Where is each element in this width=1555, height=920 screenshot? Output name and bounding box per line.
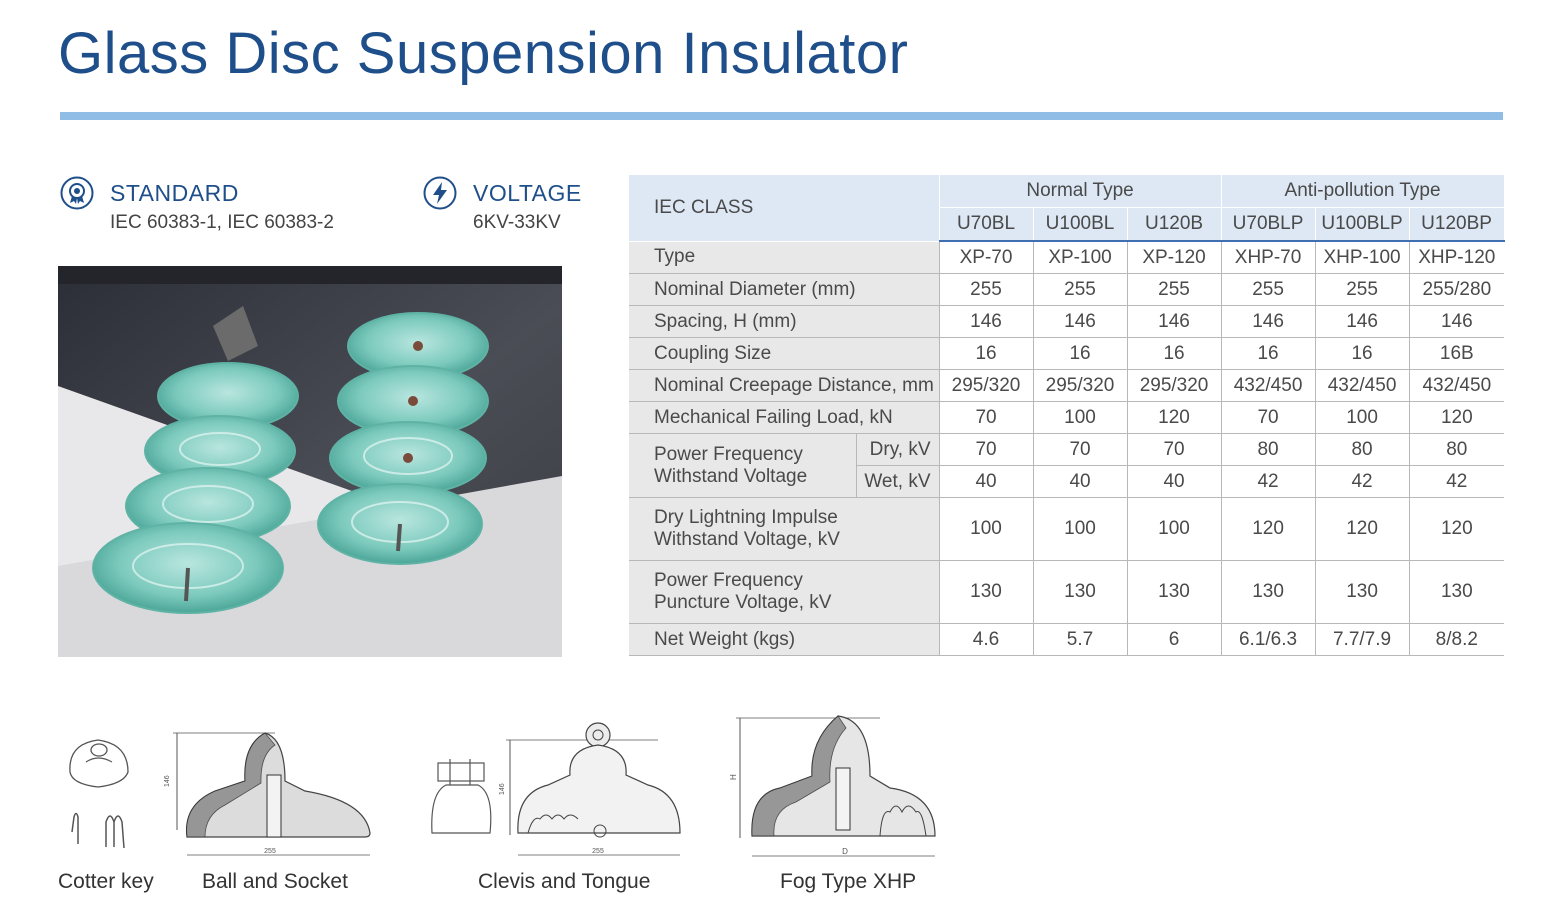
table-cell: 80	[1221, 434, 1315, 466]
voltage-label: VOLTAGE	[473, 180, 582, 206]
table-cell: 295/320	[939, 370, 1033, 402]
table-cell: 80	[1409, 434, 1504, 466]
row-label: Mechanical Failing Load, kN	[629, 402, 939, 434]
row-label: Power Frequency Puncture Voltage, kV	[629, 561, 939, 624]
table-row	[629, 498, 1504, 561]
table-cell: XHP-120	[1409, 241, 1504, 274]
table-cell: 40	[1127, 466, 1221, 498]
row-label: Spacing, H (mm)	[629, 306, 939, 338]
dimension-label: D	[842, 847, 848, 856]
table-cell: 100	[1315, 402, 1409, 434]
table-cell: XP-70	[939, 241, 1033, 274]
table-cell: 7.7/7.9	[1315, 624, 1409, 656]
group-normal-type: Normal Type	[939, 175, 1221, 208]
award-badge-icon	[60, 176, 94, 210]
standard-label: STANDARD	[110, 180, 239, 206]
sub-row-label: Dry, kV	[856, 434, 939, 466]
class-header: U120BP	[1409, 208, 1504, 242]
dimension-label: 255	[592, 848, 604, 855]
caption-clevis-and-tongue: Clevis and Tongue	[478, 870, 651, 893]
table-cell: 70	[939, 402, 1033, 434]
caption-cotter-key: Cotter key	[58, 870, 154, 893]
table-cell: 432/450	[1315, 370, 1409, 402]
table-cell: 130	[939, 561, 1033, 624]
table-cell: 255	[1127, 274, 1221, 306]
title-divider	[60, 112, 1503, 120]
dimension-label: 255	[264, 848, 276, 855]
table-cell: 42	[1315, 466, 1409, 498]
class-header: U70BLP	[1221, 208, 1315, 242]
row-label: Type	[629, 241, 939, 274]
table-cell: 295/320	[1127, 370, 1221, 402]
table-cell: 80	[1315, 434, 1409, 466]
table-cell: 100	[1033, 498, 1127, 561]
table-cell: 16B	[1409, 338, 1504, 370]
row-label: Dry Lightning Impulse Withstand Voltage, kV	[629, 498, 939, 561]
table-row	[629, 274, 1504, 306]
iec-class-header: IEC CLASS	[629, 175, 939, 241]
table-cell: 130	[1409, 561, 1504, 624]
row-label: Net Weight (kgs)	[629, 624, 939, 656]
fog-type-xhp-drawing	[730, 708, 940, 864]
lightning-bolt-icon	[423, 176, 457, 210]
table-cell: 4.6	[939, 624, 1033, 656]
table-cell: 5.7	[1033, 624, 1127, 656]
table-row	[629, 370, 1504, 402]
sub-row-label: Wet, kV	[856, 466, 939, 498]
table-cell: 146	[1315, 306, 1409, 338]
group-anti-pollution-type: Anti-pollution Type	[1221, 175, 1504, 208]
table-cell: 120	[1315, 498, 1409, 561]
table-cell: 70	[1033, 434, 1127, 466]
table-cell: 146	[939, 306, 1033, 338]
table-row	[629, 338, 1504, 370]
table-cell: 255	[1033, 274, 1127, 306]
table-cell: 100	[939, 498, 1033, 561]
table-row	[629, 561, 1504, 624]
table-cell: XHP-100	[1315, 241, 1409, 274]
table-cell: 8/8.2	[1409, 624, 1504, 656]
table-cell: 16	[939, 338, 1033, 370]
voltage-value: 6KV-33KV	[473, 212, 561, 233]
table-cell: 70	[939, 434, 1033, 466]
caption-fog-type-xhp: Fog Type XHP	[780, 870, 917, 893]
table-cell: 100	[1127, 498, 1221, 561]
standard-value: IEC 60383-1, IEC 60383-2	[110, 212, 334, 233]
table-cell: 255	[1221, 274, 1315, 306]
class-header: U70BL	[939, 208, 1033, 242]
table-cell: XP-120	[1127, 241, 1221, 274]
table-row	[629, 241, 1504, 274]
product-photo	[58, 266, 562, 657]
table-cell: 100	[1033, 402, 1127, 434]
table-cell: 42	[1221, 466, 1315, 498]
table-cell: 130	[1315, 561, 1409, 624]
ball-and-socket-drawing	[165, 725, 375, 863]
table-cell: 120	[1127, 402, 1221, 434]
table-cell: XP-100	[1033, 241, 1127, 274]
row-label: Nominal Diameter (mm)	[629, 274, 939, 306]
class-header: U100BLP	[1315, 208, 1409, 242]
table-cell: 432/450	[1409, 370, 1504, 402]
table-cell: 42	[1409, 466, 1504, 498]
table-cell: 255	[1315, 274, 1409, 306]
cotter-key-drawing	[58, 732, 148, 862]
table-cell: 130	[1127, 561, 1221, 624]
class-header: U120B	[1127, 208, 1221, 242]
table-cell: 255	[939, 274, 1033, 306]
table-cell: 6	[1127, 624, 1221, 656]
table-cell: 130	[1033, 561, 1127, 624]
table-cell: 40	[939, 466, 1033, 498]
table-cell: 16	[1315, 338, 1409, 370]
table-cell: 146	[1127, 306, 1221, 338]
table-cell: 255/280	[1409, 274, 1504, 306]
table-row	[629, 624, 1504, 656]
table-cell: 120	[1409, 498, 1504, 561]
clevis-and-tongue-drawing	[428, 715, 688, 865]
table-cell: 146	[1221, 306, 1315, 338]
caption-ball-and-socket: Ball and Socket	[202, 870, 348, 893]
table-cell: 16	[1221, 338, 1315, 370]
table-row	[629, 306, 1504, 338]
table-cell: 130	[1221, 561, 1315, 624]
table-cell: XHP-70	[1221, 241, 1315, 274]
table-cell: 295/320	[1033, 370, 1127, 402]
table-cell: 120	[1221, 498, 1315, 561]
table-cell: 16	[1127, 338, 1221, 370]
table-cell: 146	[1033, 306, 1127, 338]
row-label: Coupling Size	[629, 338, 939, 370]
table-cell: 16	[1033, 338, 1127, 370]
table-cell: 6.1/6.3	[1221, 624, 1315, 656]
dimension-label: H	[729, 774, 738, 780]
specification-table	[629, 175, 1505, 656]
dimension-label: 146	[164, 775, 171, 787]
class-header: U100BL	[1033, 208, 1127, 242]
table-cell: 146	[1409, 306, 1504, 338]
table-cell: 120	[1409, 402, 1504, 434]
dimension-label: 146	[499, 783, 506, 795]
row-label: Nominal Creepage Distance, mm	[629, 370, 939, 402]
table-cell: 70	[1127, 434, 1221, 466]
table-cell: 432/450	[1221, 370, 1315, 402]
table-row	[629, 434, 1504, 466]
table-cell: 70	[1221, 402, 1315, 434]
page-title: Glass Disc Suspension Insulator	[58, 21, 909, 86]
table-cell: 40	[1033, 466, 1127, 498]
table-row	[629, 402, 1504, 434]
row-label: Power Frequency Withstand Voltage	[629, 434, 856, 498]
